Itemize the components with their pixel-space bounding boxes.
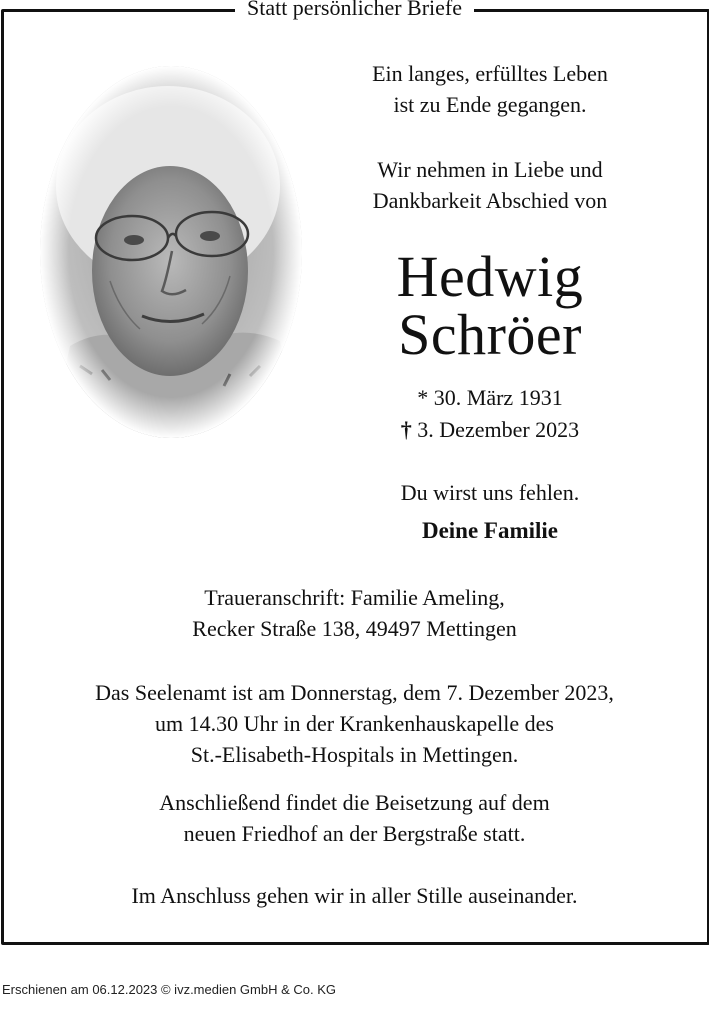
last-name: Schröer — [398, 302, 582, 367]
signature: Deine Familie — [421, 518, 559, 543]
service-info — [0, 677, 709, 770]
first-name: Hedwig — [396, 244, 584, 309]
cross-icon: † — [400, 417, 412, 442]
mourning-address — [0, 582, 709, 644]
death-date-line — [330, 414, 650, 446]
intro-line: Ein langes, erfülltes Leben — [372, 61, 608, 86]
intro-line: ist zu Ende gegangen. — [393, 92, 587, 117]
burial-line: neuen Friedhof an der Bergstraße statt. — [183, 821, 526, 846]
service-line: um 14.30 Uhr in der Krankenhauskapelle des — [155, 711, 554, 736]
intro-line: Wir nehmen in Liebe und — [377, 157, 603, 182]
portrait-photo — [40, 66, 302, 438]
birth-date: * 30. März 1931 — [417, 385, 563, 410]
intro-text — [330, 58, 650, 120]
service-line: Das Seelenamt ist am Donnerstag, dem 7. Dezember 2023, — [95, 680, 614, 705]
burial-line: Anschließend findet die Beisetzung auf dem — [159, 790, 550, 815]
life-dates — [330, 382, 650, 446]
burial-info — [0, 787, 709, 849]
header-label — [0, 0, 709, 23]
intro-line: Dankbarkeit Abschied von — [372, 188, 608, 213]
address-line: Traueranschrift: Familie Ameling, — [204, 585, 505, 610]
farewell-text: Im Anschluss gehen wir in aller Stille auseinander. — [131, 883, 578, 908]
death-date: 3. Dezember 2023 — [417, 417, 580, 442]
service-line: St.-Elisabeth-Hospitals in Mettingen. — [190, 742, 519, 767]
header-text: Statt persönlicher Briefe — [235, 0, 474, 20]
miss-text: Du wirst uns fehlen. — [400, 480, 580, 505]
publication-footer: Erschienen am 06.12.2023 © ivz.medien GmbH & Co. KG — [2, 982, 337, 997]
intro-text — [330, 154, 650, 216]
address-line: Recker Straße 138, 49497 Mettingen — [192, 616, 517, 641]
deceased-name — [330, 244, 650, 367]
